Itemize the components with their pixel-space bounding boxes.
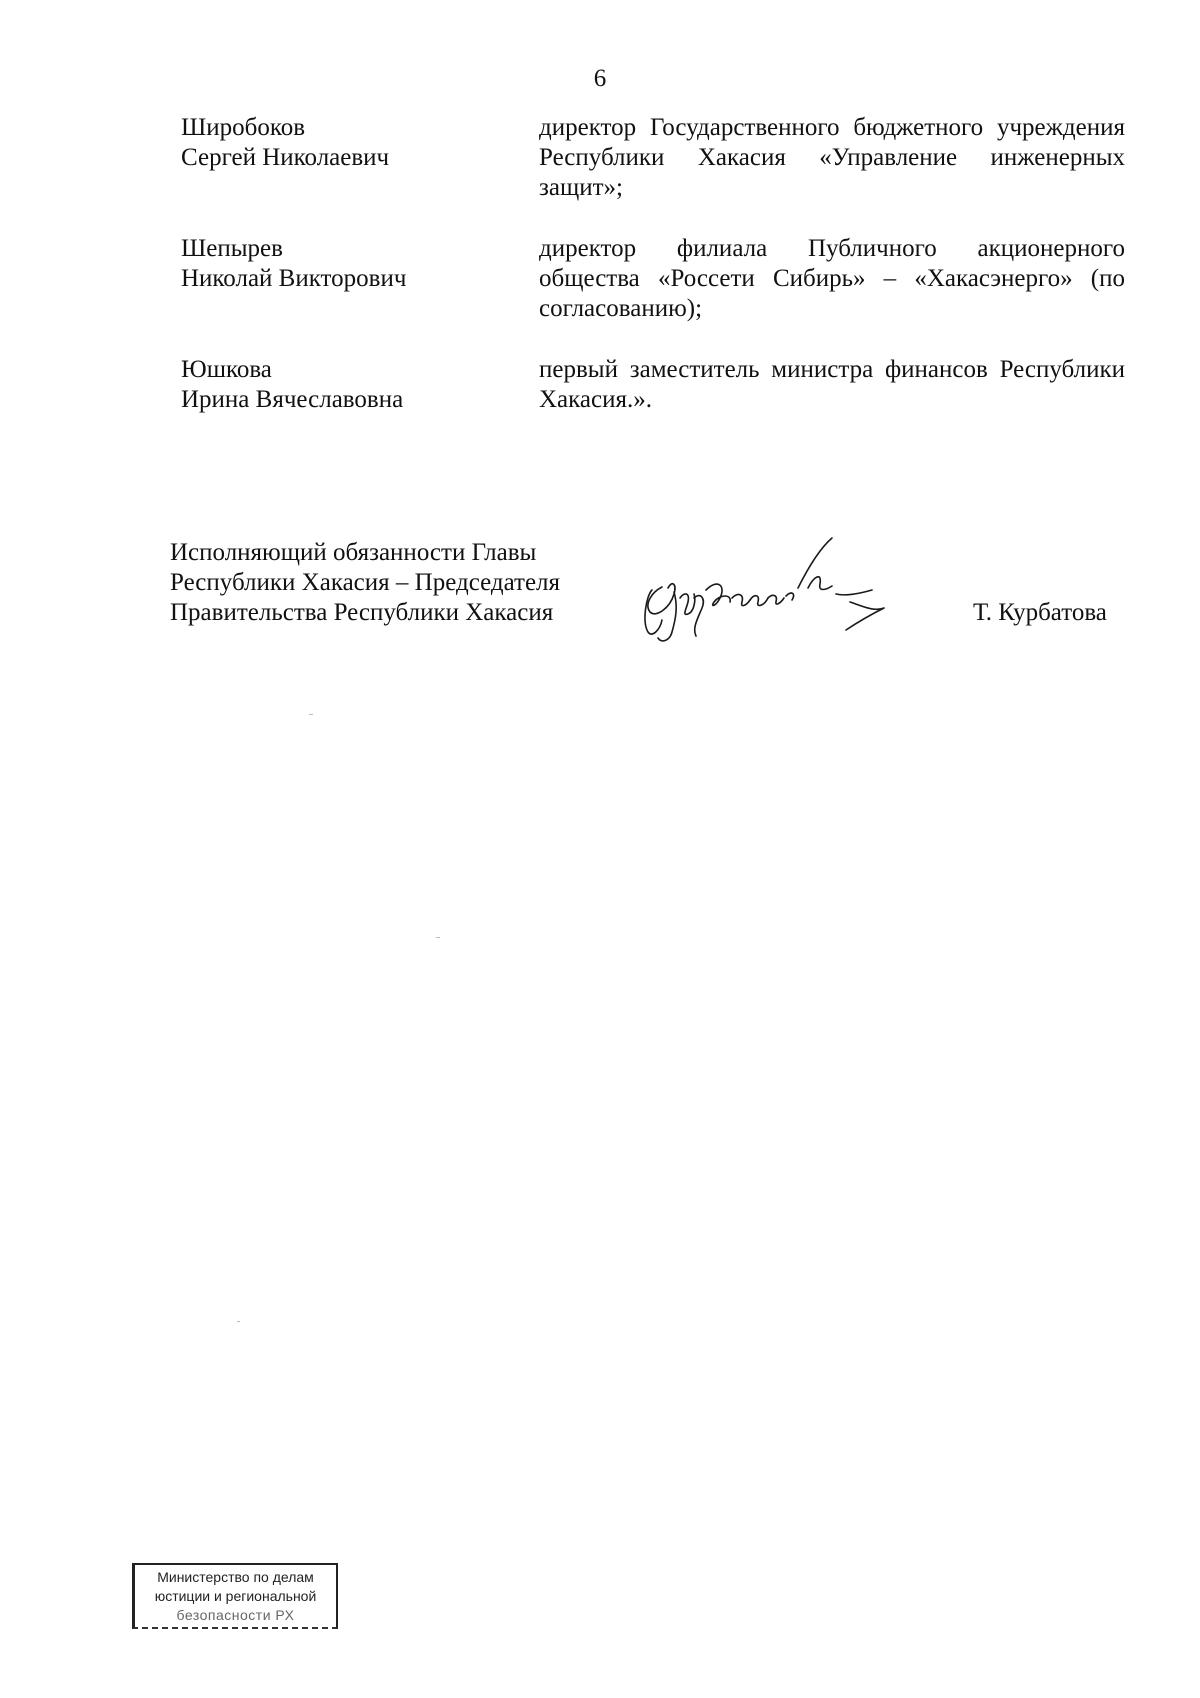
member-role: директор Государственного бюджетного учреждения Республики Хакасия «Управление инженерных защит»;: [539, 114, 1125, 201]
signatory-position-line: Республики Хакасия – Председателя: [170, 569, 561, 596]
member-role: первый заместитель министра финансов Республики Хакасия.».: [539, 356, 1125, 413]
member-name: [181, 113, 511, 173]
signatory-position: [170, 538, 560, 628]
scan-speck: [436, 937, 440, 938]
scan-speck: [237, 1321, 240, 1322]
signatory-position-line: Правительства Республики Хакасия: [170, 599, 554, 626]
member-given-names: Ирина Вячеславовна: [181, 386, 404, 413]
page-number: 6: [593, 65, 607, 92]
member-surname: Широбоков: [181, 114, 305, 141]
signer-name: Т. Курбатова: [973, 599, 1107, 626]
stamp-line: юстиции и региональной: [154, 1588, 317, 1604]
registration-stamp: [132, 1563, 338, 1629]
member-given-names: Сергей Николаевич: [181, 144, 390, 171]
member-name: [181, 355, 511, 415]
member-name: [181, 234, 511, 294]
stamp-line: Министерство по делам: [157, 1569, 314, 1585]
member-given-names: Николай Викторович: [181, 265, 407, 292]
scan-speck: [309, 714, 313, 715]
member-surname: Юшкова: [181, 356, 272, 383]
stamp-line: безопасности РХ: [176, 1607, 295, 1623]
signatory-position-line: Исполняющий обязанности Главы: [170, 539, 537, 566]
member-surname: Шепырев: [181, 235, 283, 262]
handwritten-signature: [622, 532, 922, 652]
member-role: директор филиала Публичного акционерного общества «Россети Сибирь» – «Хакасэнерго» (по согласованию);: [539, 235, 1125, 322]
